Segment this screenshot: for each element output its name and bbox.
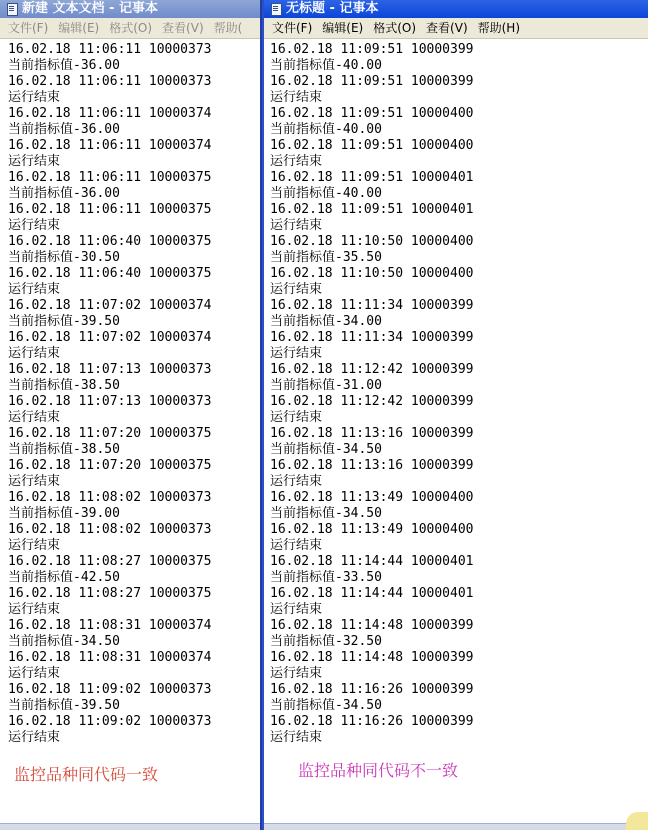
text-line: 当前指标值-33.50 bbox=[270, 570, 382, 585]
text-line: 当前指标值-34.00 bbox=[270, 314, 382, 329]
text-line: 当前指标值-40.00 bbox=[270, 58, 382, 73]
text-line: 16.02.18 11:14:44 10000401 bbox=[270, 586, 474, 601]
text-line: 16.02.18 11:16:26 10000399 bbox=[270, 714, 474, 729]
text-line: 当前指标值-34.50 bbox=[270, 698, 382, 713]
menu-view[interactable]: 查看(V) bbox=[426, 21, 468, 35]
notepad-icon bbox=[270, 2, 282, 16]
text-line: 16.02.18 11:10:50 10000400 bbox=[270, 234, 474, 249]
text-line: 16.02.18 11:06:11 10000375 bbox=[8, 202, 212, 217]
text-line: 16.02.18 11:06:40 10000375 bbox=[8, 266, 212, 281]
menu-bar bbox=[264, 18, 648, 39]
text-line: 运行结束 bbox=[270, 282, 323, 297]
menu-format[interactable]: 格式(O) bbox=[109, 21, 153, 35]
text-line: 16.02.18 11:06:11 10000373 bbox=[8, 74, 212, 89]
resize-grip-icon[interactable] bbox=[626, 812, 648, 830]
menu-format[interactable]: 格式(O) bbox=[373, 21, 417, 35]
text-line: 16.02.18 11:08:02 10000373 bbox=[8, 490, 212, 505]
text-area[interactable] bbox=[8, 42, 260, 746]
text-line: 16.02.18 11:09:51 10000399 bbox=[270, 74, 474, 89]
text-line: 16.02.18 11:06:40 10000375 bbox=[8, 234, 212, 249]
text-line: 运行结束 bbox=[8, 346, 61, 361]
text-line: 16.02.18 11:14:48 10000399 bbox=[270, 618, 474, 633]
text-line: 当前指标值-30.50 bbox=[8, 250, 120, 265]
text-line: 16.02.18 11:14:44 10000401 bbox=[270, 554, 474, 569]
text-line: 16.02.18 11:07:13 10000373 bbox=[8, 362, 212, 377]
menu-edit[interactable]: 编辑(E) bbox=[58, 21, 100, 35]
text-line: 当前指标值-38.50 bbox=[8, 442, 120, 457]
text-line: 当前指标值-34.50 bbox=[270, 506, 382, 521]
text-line: 16.02.18 11:09:02 10000373 bbox=[8, 714, 212, 729]
text-area[interactable] bbox=[270, 42, 648, 746]
horizontal-scrollbar[interactable] bbox=[264, 823, 648, 830]
text-line: 当前指标值-40.00 bbox=[270, 122, 382, 137]
text-line: 运行结束 bbox=[8, 90, 61, 105]
menu-help[interactable]: 帮助(H) bbox=[477, 21, 521, 35]
text-line: 16.02.18 11:07:20 10000375 bbox=[8, 426, 212, 441]
menu-file[interactable]: 文件(F) bbox=[8, 21, 49, 35]
text-line: 16.02.18 11:13:16 10000399 bbox=[270, 458, 474, 473]
text-line: 16.02.18 11:13:49 10000400 bbox=[270, 522, 474, 537]
text-line: 16.02.18 11:14:48 10000399 bbox=[270, 650, 474, 665]
menu-help[interactable]: 帮助( bbox=[213, 21, 243, 35]
text-line: 16.02.18 11:09:51 10000401 bbox=[270, 202, 474, 217]
text-line: 16.02.18 11:08:31 10000374 bbox=[8, 650, 212, 665]
text-line: 16.02.18 11:13:16 10000399 bbox=[270, 426, 474, 441]
notepad-icon bbox=[6, 2, 18, 16]
text-line: 运行结束 bbox=[8, 282, 61, 297]
text-line: 当前指标值-36.00 bbox=[8, 186, 120, 201]
text-line: 运行结束 bbox=[8, 474, 61, 489]
text-line: 运行结束 bbox=[270, 154, 323, 169]
window-title: 新建 文本文档 - 记事本 bbox=[22, 1, 158, 16]
text-line: 运行结束 bbox=[8, 730, 61, 745]
text-line: 16.02.18 11:16:26 10000399 bbox=[270, 682, 474, 697]
text-line: 运行结束 bbox=[8, 154, 61, 169]
text-line: 当前指标值-39.50 bbox=[8, 314, 120, 329]
horizontal-scrollbar[interactable] bbox=[0, 823, 260, 830]
text-line: 16.02.18 11:06:11 10000374 bbox=[8, 106, 212, 121]
text-line: 运行结束 bbox=[8, 218, 61, 233]
text-line: 16.02.18 11:08:27 10000375 bbox=[8, 554, 212, 569]
text-line: 当前指标值-36.00 bbox=[8, 122, 120, 137]
text-line: 16.02.18 11:07:02 10000374 bbox=[8, 330, 212, 345]
text-line: 当前指标值-34.50 bbox=[8, 634, 120, 649]
text-line: 当前指标值-38.50 bbox=[8, 378, 120, 393]
text-line: 当前指标值-39.00 bbox=[8, 506, 120, 521]
menu-file[interactable]: 文件(F) bbox=[272, 21, 313, 35]
text-line: 16.02.18 11:08:31 10000374 bbox=[8, 618, 212, 633]
text-line: 16.02.18 11:08:27 10000375 bbox=[8, 586, 212, 601]
text-line: 16.02.18 11:07:20 10000375 bbox=[8, 458, 212, 473]
notepad-window-right[interactable] bbox=[262, 0, 648, 830]
text-line: 当前指标值-40.00 bbox=[270, 186, 382, 201]
text-line: 当前指标值-39.50 bbox=[8, 698, 120, 713]
text-line: 16.02.18 11:09:51 10000399 bbox=[270, 42, 474, 57]
text-line: 运行结束 bbox=[270, 90, 323, 105]
text-line: 16.02.18 11:12:42 10000399 bbox=[270, 362, 474, 377]
text-line: 运行结束 bbox=[270, 538, 323, 553]
text-line: 16.02.18 11:10:50 10000400 bbox=[270, 266, 474, 281]
text-line: 16.02.18 11:11:34 10000399 bbox=[270, 298, 474, 313]
text-line: 当前指标值-35.50 bbox=[270, 250, 382, 265]
notepad-window-left[interactable] bbox=[0, 0, 260, 830]
text-line: 当前指标值-34.50 bbox=[270, 442, 382, 457]
text-line: 16.02.18 11:09:51 10000400 bbox=[270, 106, 474, 121]
annotation-text: 监控品种同代码不一致 bbox=[298, 761, 459, 780]
text-line: 16.02.18 11:06:11 10000373 bbox=[8, 42, 212, 57]
title-bar[interactable] bbox=[264, 0, 648, 18]
text-line: 16.02.18 11:11:34 10000399 bbox=[270, 330, 474, 345]
text-line: 16.02.18 11:13:49 10000400 bbox=[270, 490, 474, 505]
title-bar[interactable] bbox=[0, 0, 260, 18]
window-title: 无标题 - 记事本 bbox=[286, 1, 379, 16]
text-line: 运行结束 bbox=[270, 730, 323, 745]
text-line: 运行结束 bbox=[270, 410, 323, 425]
text-line: 16.02.18 11:09:51 10000401 bbox=[270, 170, 474, 185]
text-line: 当前指标值-42.50 bbox=[8, 570, 120, 585]
text-line: 运行结束 bbox=[270, 474, 323, 489]
menu-view[interactable]: 查看(V) bbox=[162, 21, 204, 35]
text-line: 16.02.18 11:09:02 10000373 bbox=[8, 682, 212, 697]
text-line: 16.02.18 11:09:51 10000400 bbox=[270, 138, 474, 153]
text-line: 当前指标值-32.50 bbox=[270, 634, 382, 649]
text-line: 运行结束 bbox=[8, 602, 61, 617]
text-line: 16.02.18 11:07:02 10000374 bbox=[8, 298, 212, 313]
text-line: 16.02.18 11:06:11 10000375 bbox=[8, 170, 212, 185]
text-line: 运行结束 bbox=[270, 602, 323, 617]
text-line: 16.02.18 11:12:42 10000399 bbox=[270, 394, 474, 409]
text-line: 运行结束 bbox=[8, 538, 61, 553]
text-line: 运行结束 bbox=[270, 666, 323, 681]
menu-edit[interactable]: 编辑(E) bbox=[322, 21, 364, 35]
text-line: 16.02.18 11:08:02 10000373 bbox=[8, 522, 212, 537]
text-line: 运行结束 bbox=[8, 666, 61, 681]
text-line: 16.02.18 11:07:13 10000373 bbox=[8, 394, 212, 409]
text-line: 16.02.18 11:06:11 10000374 bbox=[8, 138, 212, 153]
annotation-text: 监控品种同代码一致 bbox=[14, 765, 159, 784]
text-line: 运行结束 bbox=[270, 346, 323, 361]
text-line: 运行结束 bbox=[8, 410, 61, 425]
menu-bar bbox=[0, 18, 260, 39]
text-line: 当前指标值-36.00 bbox=[8, 58, 120, 73]
text-line: 当前指标值-31.00 bbox=[270, 378, 382, 393]
text-line: 运行结束 bbox=[270, 218, 323, 233]
